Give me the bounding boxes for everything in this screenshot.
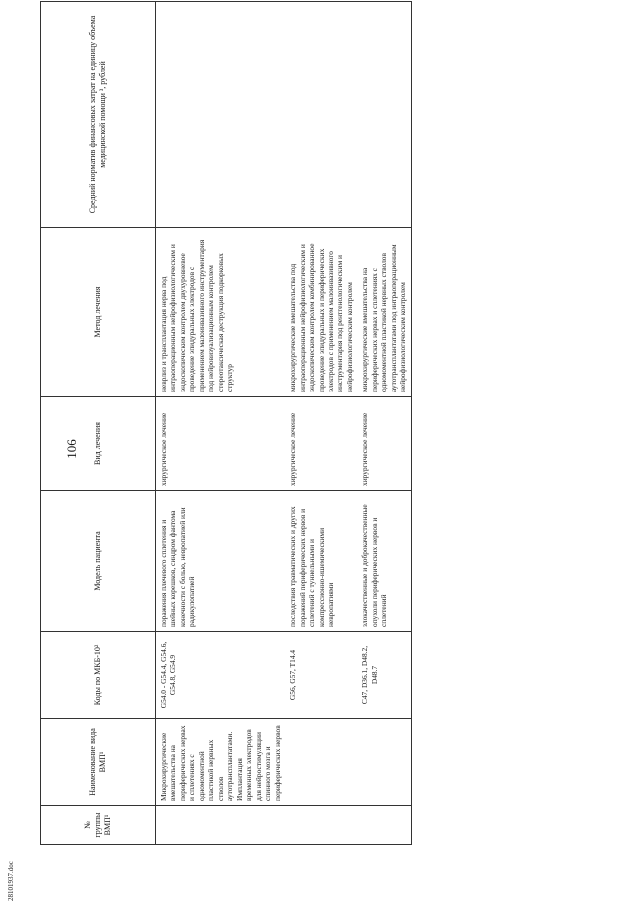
cell-treatment-method: неврлиз и трансплантация нерва под интраоперационным нейрофизиологическим и эндоскопическим контролем двухуровневое проведение эпидуральных электродов с применением малоинвазивного инструментария под нейровизуализационным контролем стереотаксическая деструкция подкорковых структур — [156, 228, 286, 397]
cell-group-no — [285, 806, 357, 845]
page-number: 106 — [64, 439, 79, 459]
cell-group-no — [156, 806, 286, 845]
cell-avg-cost — [285, 2, 357, 228]
cell-vmp-name — [357, 719, 411, 806]
table-header-row — [41, 2, 156, 845]
cell-vmp-name: Микрохирургические вмешательства на периферических нервах и сплетениях с одномоментной пластикой нервных стволов аутотрансплантатами. Имплантация временных электродов для нейростимуляции спинного мозга и периферических нервов — [156, 719, 286, 806]
cell-group-no — [357, 806, 411, 845]
header-treatment-method: Метод лечения — [41, 228, 156, 397]
cell-vmp-name — [285, 719, 357, 806]
cell-patient-model: последствия травматических и других поражений периферических нервов и сплетений с туннельными и компрессионно-ишемическими невропатиями — [285, 491, 357, 632]
cell-patient-model: поражения плечевого сплетения и шейных корешков, синдром фантома конечности с болью, невропатией или радикулопатией — [156, 491, 286, 632]
cell-icd-codes: G56, G57, T14.4 — [285, 632, 357, 719]
cell-treatment-method: микрохирургические вмешательства под интраоперационным нейрофизиологическим и эндоскопическим контролем комбинированное проведение эпидуральных и периферических электродов с применением малоинвазивного инструментария под рентгенологическим и нейрофизиологическим контролем — [285, 228, 357, 397]
header-treatment-type: Вид лечения — [41, 397, 156, 491]
cell-icd-codes: G54.0 - G54.4, G54.6, G54.8, G54.9 — [156, 632, 286, 719]
cell-treatment-type: хирургическое лечение — [156, 397, 286, 491]
cell-icd-codes: C47, D36.1, D48.2, D48.7 — [357, 632, 411, 719]
cell-treatment-method: микрохирургические вмешательства на периферических нервах и сплетениях с одномоментной пластикой нервных стволов аутотрансплантатами под интраоперационным нейрофизиологическим контролем — [357, 228, 411, 397]
cell-avg-cost — [156, 2, 286, 228]
vmp-table — [40, 1, 412, 845]
header-group-no: № группы ВМП¹ — [41, 806, 156, 845]
cell-patient-model: злокачественные и доброкачественные опухоли периферических нервов и сплетений — [357, 491, 411, 632]
header-avg-cost: Средний норматив финансовых затрат на единицу объема медицинской помощи ³, рублей — [41, 2, 156, 228]
header-icd-codes: Коды по МКБ-10² — [41, 632, 156, 719]
table-row — [156, 2, 286, 845]
cell-avg-cost — [357, 2, 411, 228]
cell-treatment-type: хирургическое лечение — [357, 397, 411, 491]
cell-treatment-type: хирургическое лечение — [285, 397, 357, 491]
header-vmp-name: Наименование вида ВМП¹ — [41, 719, 156, 806]
table-row — [285, 2, 357, 845]
table-row — [357, 2, 411, 845]
header-patient-model: Модель пациента — [41, 491, 156, 632]
footer-doc-code: 28101937.doc — [7, 861, 15, 901]
